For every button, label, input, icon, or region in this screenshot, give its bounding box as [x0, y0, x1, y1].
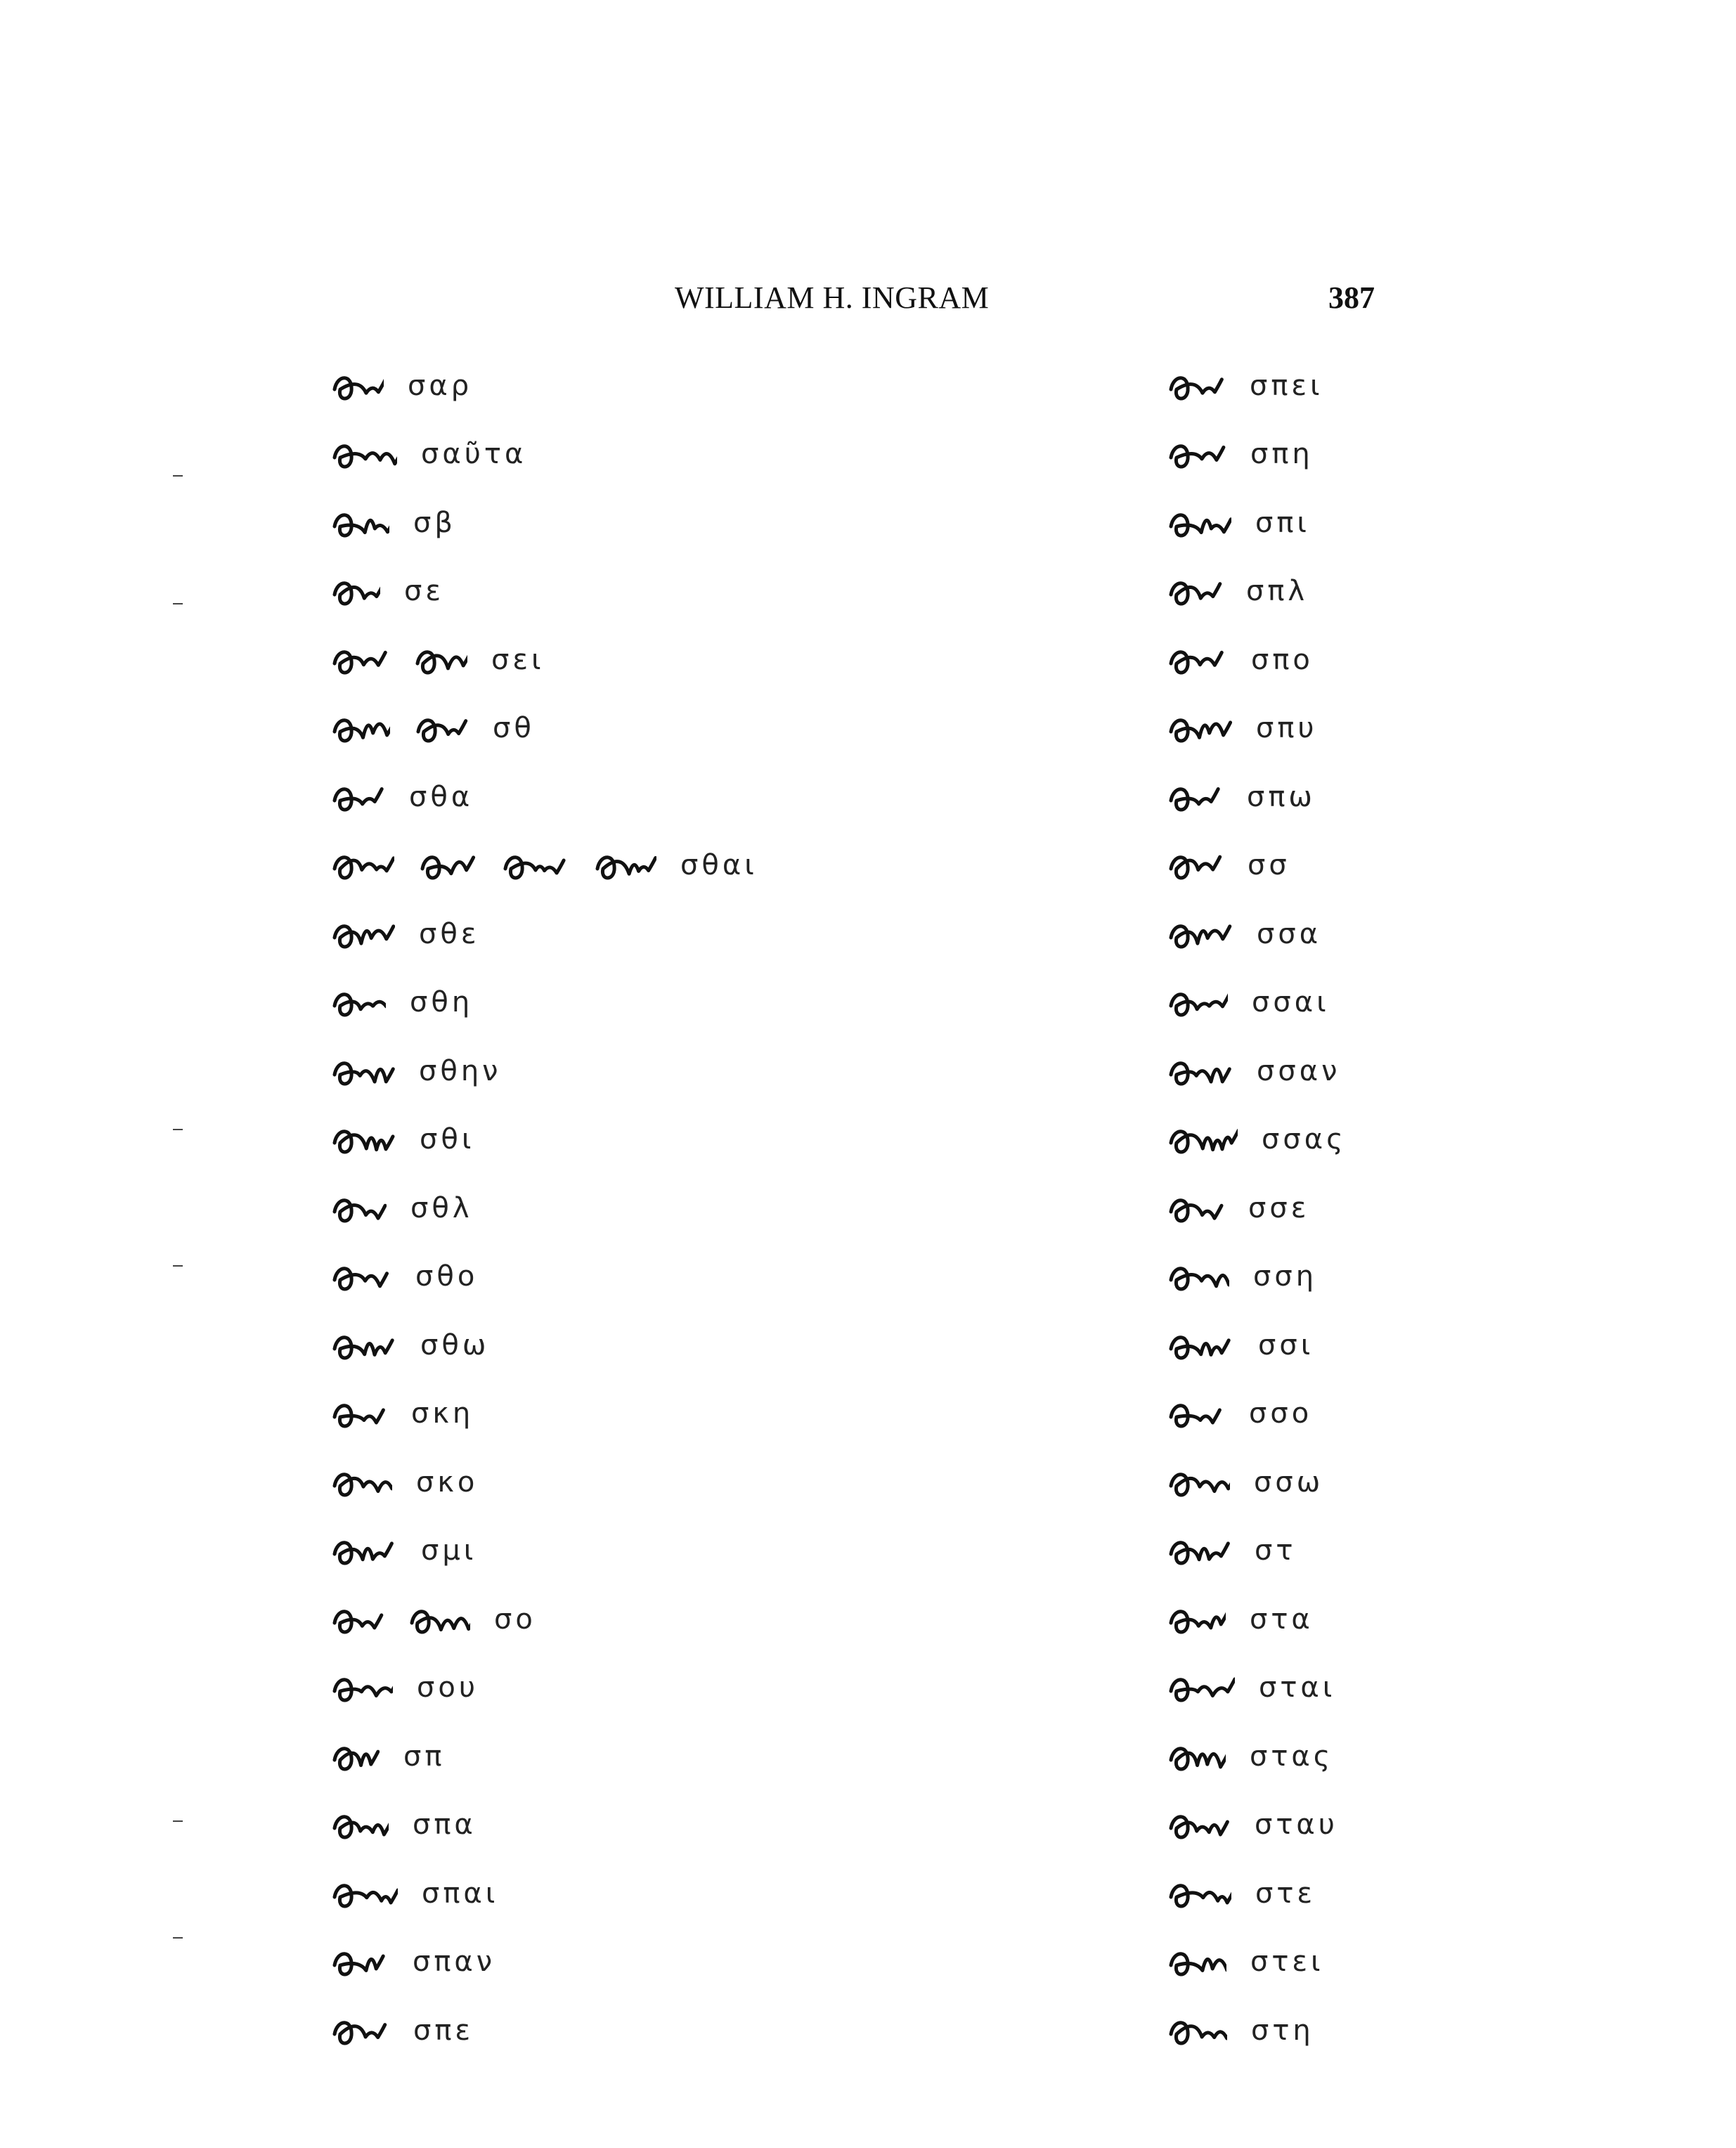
abbreviation-glyph [1167, 704, 1232, 753]
abbreviation-entry [1167, 1791, 1462, 1860]
abbreviation-entry [1167, 626, 1462, 694]
abbreviation-glyph [330, 772, 385, 822]
abbreviation-entry [1167, 557, 1462, 626]
margin-tick [173, 1265, 183, 1267]
greek-transcription: σσας [1262, 1123, 1347, 1156]
abbreviation-entry [1167, 1517, 1462, 1586]
abbreviation-glyph [330, 704, 390, 753]
abbreviation-glyph [330, 841, 394, 890]
abbreviation-glyph [1167, 2006, 1227, 2055]
abbreviation-glyph [330, 910, 395, 959]
abbreviation-entry [330, 351, 822, 420]
greek-transcription: σπη [1250, 438, 1314, 471]
greek-transcription: σαρ [408, 369, 473, 402]
greek-transcription: σπ [403, 1740, 446, 1773]
abbreviation-glyph [330, 1526, 397, 1575]
abbreviation-glyph [1167, 1389, 1225, 1438]
abbreviation-glyph [330, 1184, 387, 1233]
greek-transcription: στ [1255, 1534, 1297, 1567]
abbreviation-entry [330, 1722, 822, 1791]
abbreviation-entry [1167, 1722, 1462, 1791]
greek-transcription: σσε [1248, 1191, 1310, 1224]
abbreviation-entry [1167, 420, 1462, 489]
abbreviation-glyph [593, 841, 656, 890]
page-number: 387 [1328, 280, 1375, 315]
abbreviation-glyph [330, 1389, 387, 1438]
abbreviation-glyph [1167, 1184, 1224, 1233]
greek-transcription: σου [417, 1671, 479, 1704]
abbreviation-glyph [330, 1800, 389, 1849]
abbreviation-entry [330, 969, 822, 1037]
abbreviation-glyph [330, 567, 380, 616]
abbreviation-glyph [1167, 1800, 1231, 1849]
abbreviation-glyph [1167, 429, 1226, 479]
greek-transcription: σθαι [680, 849, 758, 882]
abbreviation-entry [330, 900, 822, 969]
greek-transcription: σπυ [1256, 712, 1318, 745]
greek-transcription: σπι [1255, 506, 1310, 539]
greek-transcription: σται [1259, 1671, 1336, 1704]
greek-transcription: σσ [1248, 849, 1290, 882]
abbreviation-entry [1167, 1448, 1462, 1517]
abbreviation-glyph [418, 841, 477, 890]
abbreviation-entry [330, 1243, 822, 1312]
greek-transcription: σπαι [422, 1877, 499, 1910]
abbreviation-entry [330, 1928, 822, 1997]
abbreviation-entry [1167, 1311, 1462, 1380]
abbreviation-entry [1167, 351, 1462, 420]
greek-transcription: σθα [409, 780, 474, 813]
abbreviation-glyph [330, 1663, 393, 1712]
abbreviation-entry [330, 1380, 822, 1449]
abbreviation-glyph [1167, 1321, 1234, 1370]
greek-transcription: σε [404, 575, 444, 608]
greek-transcription: σσαι [1252, 986, 1330, 1019]
abbreviation-entry [330, 1174, 822, 1243]
abbreviation-glyph [330, 1595, 384, 1644]
abbreviation-glyph [414, 704, 469, 753]
greek-transcription: σπω [1247, 780, 1316, 813]
abbreviation-entry [330, 1037, 822, 1106]
running-title: WILLIAM H. INGRAM [675, 280, 990, 315]
abbreviation-entry [330, 1517, 822, 1586]
abbreviation-glyph [330, 978, 386, 1027]
greek-transcription: στει [1250, 1946, 1324, 1979]
greek-transcription: σσο [1249, 1397, 1313, 1430]
abbreviation-entry [330, 489, 822, 557]
abbreviation-entry [1167, 969, 1462, 1037]
abbreviation-glyph [1167, 772, 1223, 822]
abbreviation-glyph [330, 498, 389, 548]
greek-transcription: σσαν [1257, 1054, 1341, 1087]
greek-transcription: σθην [419, 1054, 502, 1087]
greek-transcription: σπαν [413, 1946, 496, 1979]
abbreviation-glyph [330, 2006, 389, 2055]
abbreviation-entry [330, 1996, 822, 2065]
abbreviation-glyph [1167, 361, 1226, 410]
abbreviation-glyph [1167, 1595, 1226, 1644]
abbreviation-entry [1167, 1654, 1462, 1723]
abbreviation-glyph [1167, 567, 1222, 616]
abbreviation-glyph [1167, 498, 1231, 548]
greek-transcription: σμι [421, 1534, 477, 1567]
abbreviation-entry [1167, 900, 1462, 969]
abbreviation-glyph [330, 1047, 395, 1096]
abbreviation-entry [1167, 1174, 1462, 1243]
abbreviation-glyph [330, 1869, 398, 1918]
abbreviation-glyph [330, 1937, 389, 1986]
abbreviation-entry [330, 1311, 822, 1380]
margin-tick [173, 475, 183, 477]
greek-transcription: σθ [493, 712, 535, 745]
abbreviation-entry [1167, 1380, 1462, 1449]
abbreviation-entry [1167, 1106, 1462, 1175]
abbreviation-entry [330, 1448, 822, 1517]
right-abbreviation-column [1167, 351, 1462, 2065]
abbreviation-entry [1167, 1243, 1462, 1312]
abbreviation-glyph [330, 1115, 396, 1164]
abbreviation-glyph [501, 841, 569, 890]
greek-transcription: στε [1255, 1877, 1316, 1910]
abbreviation-entry [330, 763, 822, 832]
greek-transcription: σο [494, 1603, 536, 1636]
abbreviation-glyph [330, 1321, 396, 1370]
abbreviation-glyph [1167, 635, 1227, 685]
abbreviation-entry [330, 557, 822, 626]
abbreviation-glyph [1167, 1526, 1231, 1575]
abbreviation-entry [330, 1585, 822, 1654]
abbreviation-entry [1167, 763, 1462, 832]
margin-tick [173, 603, 183, 604]
abbreviation-glyph [1167, 1115, 1238, 1164]
abbreviation-glyph [1167, 1732, 1226, 1781]
abbreviation-glyph [330, 1458, 392, 1507]
greek-transcription: στη [1251, 2014, 1314, 2047]
greek-transcription: σπα [413, 1809, 477, 1842]
greek-transcription: στα [1250, 1603, 1314, 1636]
abbreviation-glyph [330, 1732, 380, 1781]
abbreviation-entry [330, 832, 822, 900]
abbreviation-entry [330, 626, 822, 694]
abbreviation-glyph [1167, 978, 1228, 1027]
abbreviation-entry [330, 420, 822, 489]
abbreviation-glyph [1167, 1937, 1226, 1986]
abbreviation-entry [1167, 489, 1462, 557]
abbreviation-glyph [330, 1252, 391, 1301]
greek-transcription: σκο [416, 1466, 479, 1499]
margin-tick [173, 1820, 183, 1822]
abbreviation-entry [1167, 1859, 1462, 1928]
abbreviation-entry [1167, 1585, 1462, 1654]
greek-transcription: σθε [419, 917, 480, 950]
abbreviation-glyph [330, 429, 397, 479]
greek-transcription: σπο [1251, 643, 1314, 676]
greek-transcription: σπλ [1246, 575, 1309, 608]
greek-transcription: σει [491, 643, 545, 676]
abbreviation-glyph [330, 635, 389, 685]
greek-transcription: σθο [415, 1260, 479, 1293]
greek-transcription: σσα [1257, 917, 1322, 950]
left-abbreviation-column [330, 351, 822, 2065]
abbreviation-glyph [413, 635, 467, 685]
abbreviation-entry [330, 694, 822, 763]
greek-transcription: σθω [420, 1328, 490, 1361]
greek-transcription: σαῦτα [421, 438, 527, 471]
greek-transcription: σση [1253, 1260, 1318, 1293]
abbreviation-glyph [1167, 910, 1233, 959]
abbreviation-entry [330, 1106, 822, 1175]
abbreviation-entry [330, 1859, 822, 1928]
abbreviation-glyph [1167, 841, 1224, 890]
greek-transcription: σσι [1258, 1328, 1314, 1361]
abbreviation-entry [1167, 832, 1462, 900]
abbreviation-entry [1167, 1996, 1462, 2065]
abbreviation-glyph [1167, 1458, 1230, 1507]
greek-transcription: σθι [420, 1123, 475, 1156]
greek-transcription: σπε [413, 2014, 474, 2047]
abbreviation-glyph [1167, 1252, 1229, 1301]
greek-transcription: σσω [1254, 1466, 1324, 1499]
greek-transcription: σπει [1250, 369, 1323, 402]
abbreviation-glyph [1167, 1663, 1235, 1712]
abbreviation-glyph [1167, 1047, 1233, 1096]
margin-tick [173, 1937, 183, 1939]
greek-transcription: σθη [410, 986, 474, 1019]
abbreviation-entry [1167, 694, 1462, 763]
abbreviation-glyph [408, 1595, 470, 1644]
abbreviation-entry [330, 1791, 822, 1860]
abbreviation-entry [330, 1654, 822, 1723]
margin-tick [173, 1129, 183, 1130]
greek-transcription: σκη [411, 1397, 474, 1430]
abbreviation-entry [1167, 1928, 1462, 1997]
greek-transcription: στας [1250, 1740, 1334, 1773]
abbreviation-glyph [330, 361, 384, 410]
abbreviation-glyph [1167, 1869, 1231, 1918]
greek-transcription: σθλ [410, 1191, 473, 1224]
greek-transcription: σταυ [1255, 1809, 1338, 1842]
abbreviation-entry [1167, 1037, 1462, 1106]
greek-transcription: σβ [413, 506, 456, 539]
